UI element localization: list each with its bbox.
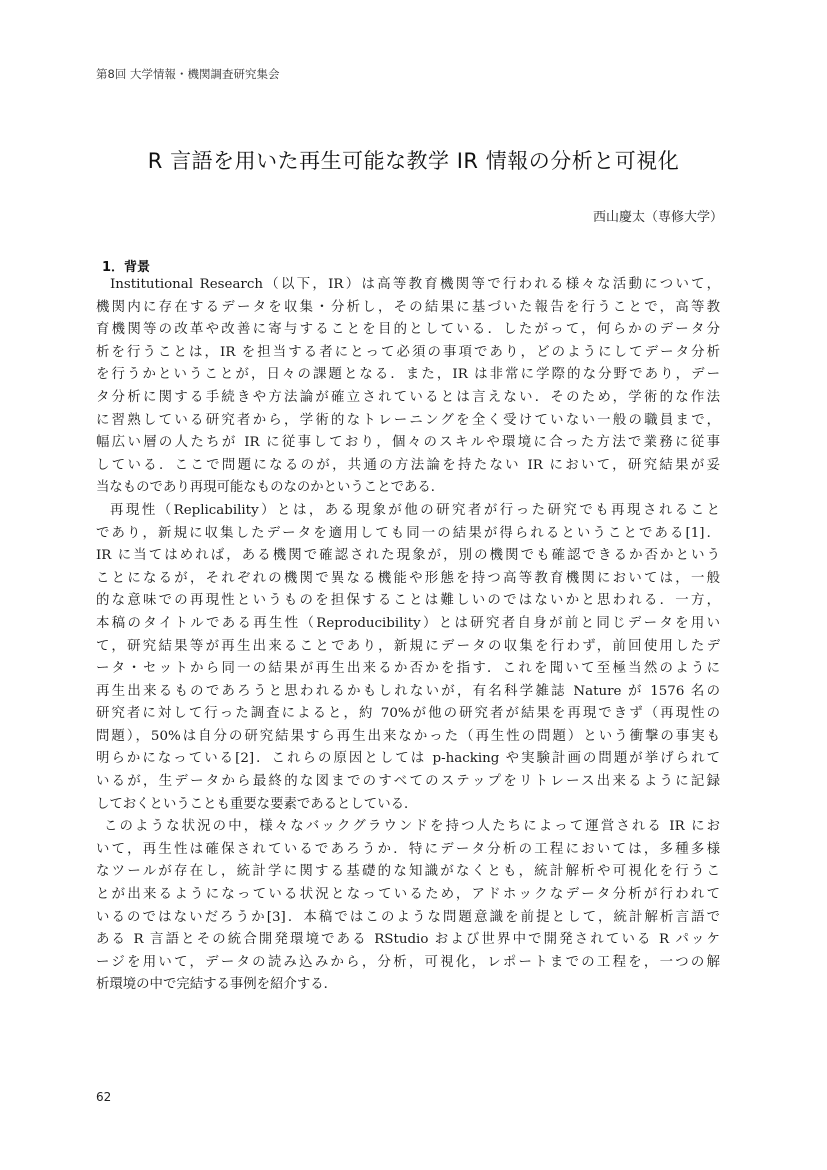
text-line: IR に当てはめれば，ある機関で確認された現象が，別の機関でも確認できるか否かという <box>96 548 720 564</box>
text-line: 明らかになっている[2]．これらの原因としては p-hacking や実験計画の問題が挙げられて <box>96 751 720 767</box>
text-line: ージを用いて，データの読み込みから，分析，可視化，レポートまでの工程を，一つの解 <box>96 954 720 970</box>
text-line: ある R 言語とその統合開発環境である RStudio および世界中で開発されている R パッケ <box>96 932 720 948</box>
section-heading: 1．背景 <box>102 260 151 275</box>
text-line: いて，再生性は確保されているであろうか．特にデータ分析の工程においては，多種多様 <box>96 841 720 857</box>
text-line: 育機関等の改革や改善に寄与することを目的としている．したがって，何らかのデータ分 <box>96 322 720 338</box>
text-line: 問題），50%は自分の研究結果すら再生出来なかった（再生性の問題）という衝撃の事実も <box>96 728 720 744</box>
text-line: に習熟している研究者から，学術的なトレーニングを全く受けていない一般の職員まで， <box>96 412 720 428</box>
text-line: 的な意味での再現性というものを担保することは難しいのではないかと思われる．一方， <box>96 593 720 609</box>
text-line: 本稿のタイトルである再生性（Reproducibility）とは研究者自身が前と同じデータを用い <box>96 615 720 631</box>
text-line: このような状況の中，様々なバックグラウンドを持つ人たちによって運営される IR にお <box>104 819 720 835</box>
author-line: 西山慶太（専修大学） <box>592 210 723 225</box>
text-line: なツールが存在し，統計学に関する基礎的な知識がなくとも，統計解析や可視化を行うこ <box>96 864 720 880</box>
paragraph-1 <box>96 274 720 500</box>
text-line: Institutional Research（以下，IR）は高等教育機関等で行われる様々な活動について， <box>110 277 720 292</box>
text-line: タ分析に関する手続きや方法論が確立されているとは言えない．そのため，学術的な作法 <box>96 389 720 405</box>
conference-header: 第8回 大学情報・機関調査研究集会 <box>96 67 280 81</box>
paragraph-2 <box>96 500 720 816</box>
text-line: 再現性（Replicability）とは，ある現象が他の研究者が行った研究でも再現されること <box>110 502 720 518</box>
text-line: 析を行うことは，IR を担当する者にとって必須の事項であり，どのようにしてデータ分析 <box>96 344 720 360</box>
text-line: を行うかということが，日々の課題となる．また，IR は非常に学際的な分野であり，デー <box>96 367 720 383</box>
text-line: 幅広い層の人たちが IR に従事しており，個々のスキルや環境に合った方法で業務に従事 <box>96 435 720 451</box>
page-number: 62 <box>96 1090 112 1104</box>
text-line: いるが，生データから最終的な図までのすべてのステップをリトレース出来るように記録 <box>96 774 720 790</box>
text-line: 析環境の中で完結する事例を紹介する． <box>96 977 338 993</box>
paper-title: R 言語を用いた再生可能な教学 IR 情報の分析と可視化 <box>147 149 680 173</box>
text-line: しておくということも重要な要素であるとしている． <box>96 796 418 812</box>
text-line: している．ここで問題になるのが，共通の方法論を持たない IR において，研究結果が妥 <box>96 457 720 473</box>
text-line: 研究者に対して行った調査によると，約 70%が他の研究者が結果を再現できず（再現性の <box>96 706 720 722</box>
text-line: ことになるが，それぞれの機関で異なる機能や形態を持つ高等教育機関においては，一般 <box>96 570 720 586</box>
paragraph-3 <box>96 816 720 997</box>
text-line: とが出来るようになっている状況となっているため，アドホックなデータ分析が行われて <box>96 887 720 903</box>
text-line: 機関内に存在するデータを収集・分析し，その結果に基づいた報告を行うことで，高等教 <box>96 299 720 315</box>
text-line: いるのではないだろうか[3]．本稿ではこのような問題意識を前提として，統計解析言語で <box>96 909 720 925</box>
text-line: て，研究結果等が再生出来ることであり，新規にデータの収集を行わず，前回使用したデ <box>96 638 720 654</box>
text-line: ータ・セットから同一の結果が再生出来るか否かを指す．これを聞いて至極当然のように <box>96 661 720 677</box>
text-line: 再生出来るものであろうと思われるかもしれないが，有名科学雑誌 Nature が 1576 名の <box>96 683 720 699</box>
body-text <box>96 274 720 997</box>
text-line: であり，新規に収集したデータを適用しても同一の結果が得られるということである[1]． <box>96 525 720 541</box>
text-line: 当なものであり再現可能なものなのかということである． <box>96 480 445 496</box>
